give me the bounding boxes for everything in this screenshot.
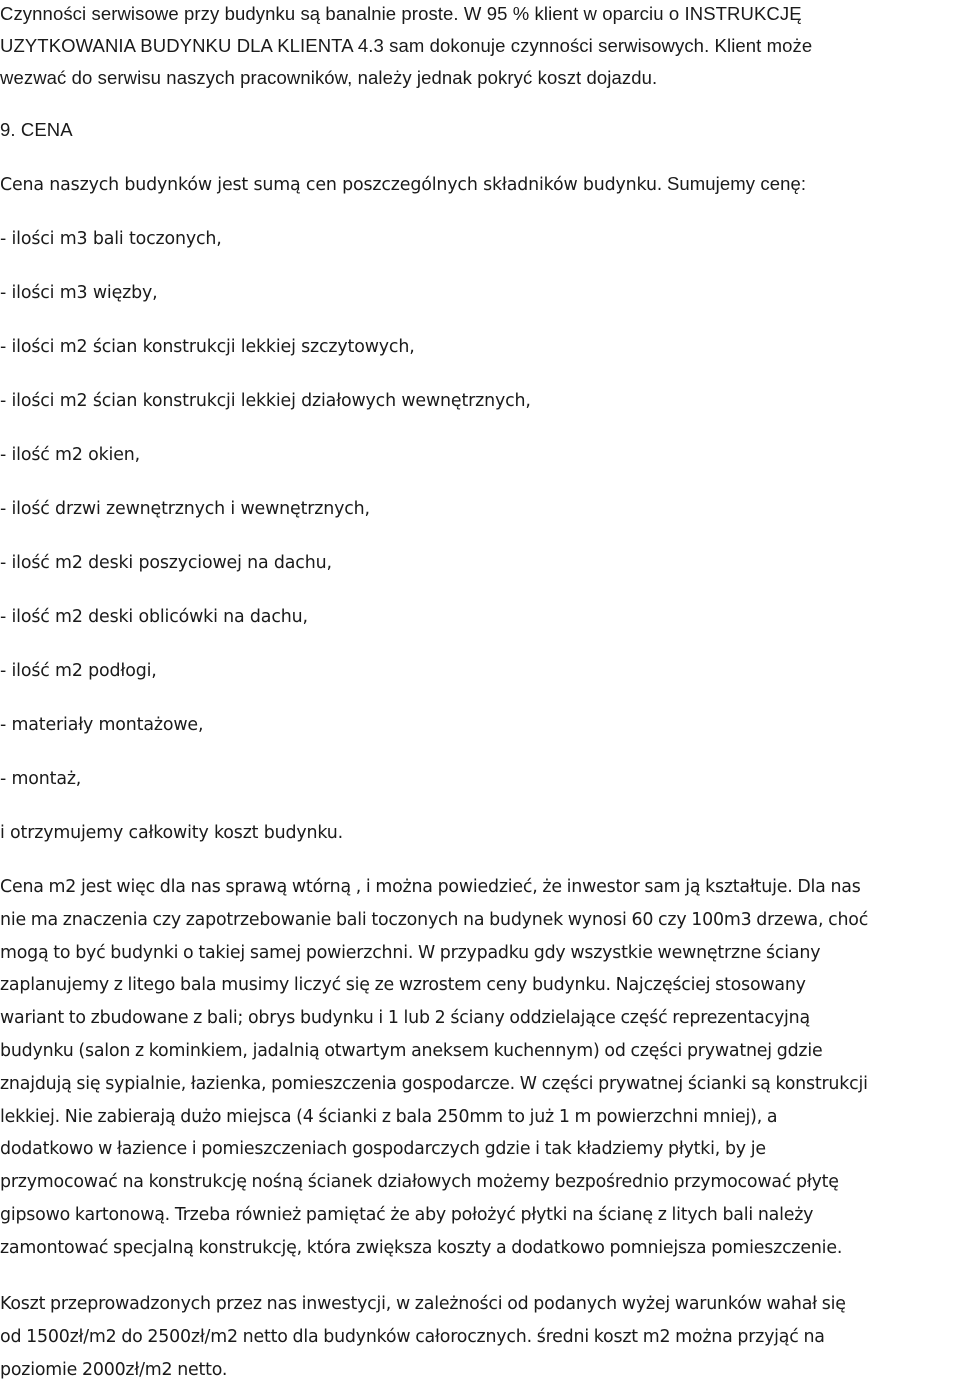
paragraph-line: lekkiej. Nie zabierają dużo miejsca (4 ścianki z bala 250mm to już 1 m powierzchni mniej), a [0,1106,778,1127]
list-item: - ilości m3 bali toczonych, [0,229,222,249]
paragraph-line: poziomie 2000zł/m2 netto. [0,1359,228,1380]
list-item: - ilości m2 ścian konstrukcji lekkiej działowych wewnętrznych, [0,391,531,411]
paragraph-line: mogą to być budynki o takiej samej powierzchni. W przypadku gdy wszystkie wewnętrzne ściany [0,942,821,963]
paragraph-line: budynku (salon z kominkiem, jadalnią otwartym aneksem kuchennym) od części prywatnej gdzie [0,1040,823,1061]
paragraph-line: Koszt przeprowadzonych przez nas inwestycji, w zależności od podanych wyżej warunków wahał się [0,1294,846,1314]
paragraph-line: wariant to zbudowane z bali; obrys budynku i 1 lub 2 ściany oddzielające część reprezentacyjną [0,1008,810,1029]
list-item: - ilość m2 podłogi, [0,661,157,681]
paragraph-line: gipsowo kartonową. Trzeba również pamiętać że aby położyć płytki na ścianę z litych bali należy [0,1204,814,1225]
intro-line: UZYTKOWANIA BUDYNKU DLA KLIENTA 4.3 sam dokonuje czynności serwisowych. Klient może [0,35,813,56]
list-item: - ilość m2 okien, [0,445,141,465]
cena-intro-sum-text: Sumujemy cenę: [666,173,807,194]
cena-intro-text: Cena naszych budynków jest sumą cen poszczególnych składników budynku. [0,175,663,195]
list-item: - montaż, [0,769,82,789]
list-item: - ilości m2 ścian konstrukcji lekkiej szczytowych, [0,337,415,357]
paragraph-line: Cena m2 jest więc dla nas sprawą wtórną , i można powiedzieć, że inwestor sam ją kształtuje. Dla nas [0,877,861,897]
paragraph-line: nie ma znaczenia czy zapotrzebowanie bali toczonych na budynek wynosi 60 czy 100m3 drzewa, choć [0,909,869,930]
intro-line: Czynności serwisowe przy budynku są banalnie proste. W 95 % klient w oparciu o INSTRUKCJĘ [0,3,802,24]
cena-intro [0,172,806,197]
list-item: - materiały montażowe, [0,715,204,735]
list-item: - ilość drzwi zewnętrznych i wewnętrznych, [0,499,370,519]
paragraph-line: znajdują się sypialnie, łazienka, pomieszczenia gospodarcze. W części prywatnej ścianki są konstrukcji [0,1073,868,1094]
list-item: - ilości m3 więzby, [0,283,158,303]
section-heading: 9. CENA [0,119,73,140]
paragraph-cost-summary [0,1288,960,1386]
list-item: - ilość m2 deski poszyciowej na dachu, [0,553,332,573]
paragraph-price-details [0,871,960,1265]
paragraph-line: od 1500zł/m2 do 2500zł/m2 netto dla budynków całorocznych. średni koszt m2 można przyjąć na [0,1326,825,1347]
intro-line: wezwać do serwisu naszych pracowników, należy jednak pokryć koszt dojazdu. [0,67,658,88]
summary-text: i otrzymujemy całkowity koszt budynku. [0,823,344,843]
paragraph-line: dodatkowo w łazience i pomieszczeniach gospodarczych gdzie i tak kładziemy płytki, by je [0,1139,766,1160]
paragraph-line: przymocować na konstrukcję nośną ścianek działowych możemy bezpośrednio przymocować płytę [0,1172,839,1193]
list-item: - ilość m2 deski oblicówki na dachu, [0,607,308,627]
paragraph-line: zaplanujemy z litego bala musimy liczyć się ze wzrostem ceny budynku. Najczęściej stosowany [0,975,806,996]
paragraph-line: zamontować specjalną konstrukcję, która zwiększa koszty a dodatkowo pomniejsza pomieszczenie. [0,1237,843,1258]
